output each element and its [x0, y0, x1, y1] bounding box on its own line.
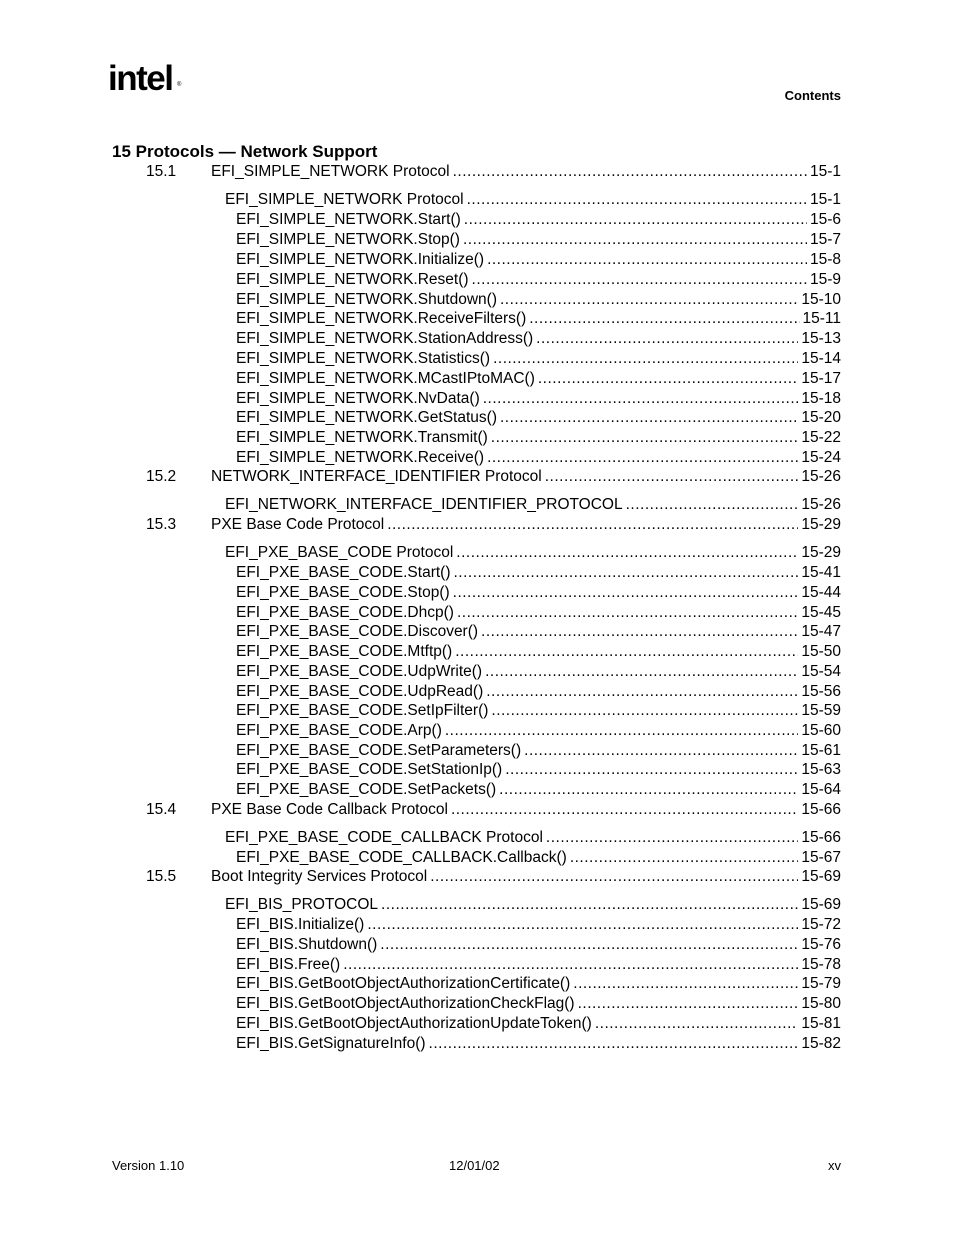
dot-leader — [380, 935, 798, 955]
toc-entry[interactable] — [236, 721, 841, 741]
toc-entry-title: EFI_SIMPLE_NETWORK.Reset() — [236, 271, 469, 288]
toc-entry[interactable] — [236, 329, 841, 349]
toc-entry-title: EFI_SIMPLE_NETWORK.Receive() — [236, 449, 485, 466]
dot-leader — [499, 780, 798, 800]
toc-page-number: 15-66 — [801, 829, 841, 846]
toc-page-number: 15-59 — [801, 702, 841, 719]
toc-section-number: 15.1 — [146, 163, 177, 180]
toc-page-number: 15-64 — [801, 781, 841, 798]
running-header: Contents — [784, 88, 841, 103]
toc-entry[interactable] — [236, 290, 841, 310]
toc-entry[interactable] — [236, 369, 841, 389]
toc-entry-title: EFI_PXE_BASE_CODE.Discover() — [236, 623, 479, 640]
footer-version: Version 1.10 — [112, 1158, 185, 1173]
toc-entry[interactable] — [225, 190, 841, 210]
toc-entry[interactable] — [236, 448, 841, 468]
toc-page-number: 15-11 — [802, 310, 841, 327]
toc-entry[interactable] — [236, 270, 841, 290]
toc-entry[interactable] — [236, 935, 841, 955]
dot-leader — [481, 622, 798, 642]
dot-leader — [343, 955, 798, 975]
toc-page-number: 15-22 — [801, 429, 841, 446]
dot-leader — [500, 408, 798, 428]
dot-leader — [505, 760, 798, 780]
toc-entry-title: EFI_SIMPLE_NETWORK.ReceiveFilters() — [236, 310, 527, 327]
toc-entry-title: EFI_PXE_BASE_CODE.SetStationIp() — [236, 761, 503, 778]
toc-page-number: 15-13 — [801, 330, 841, 347]
toc-entry[interactable] — [236, 701, 841, 721]
toc-entry-title: EFI_BIS.GetBootObjectAuthorizationCertificate() — [236, 975, 571, 992]
toc-entry[interactable] — [236, 349, 841, 369]
dot-leader — [451, 800, 798, 820]
dot-leader — [455, 642, 798, 662]
dot-leader — [487, 448, 798, 468]
toc-entry[interactable] — [236, 563, 841, 583]
dot-leader — [500, 290, 798, 310]
toc-page-number: 15-81 — [801, 1015, 841, 1032]
toc-entry[interactable] — [236, 1034, 841, 1054]
toc-entry[interactable] — [236, 250, 841, 270]
toc-page-number: 15-9 — [809, 271, 841, 288]
toc-entry[interactable] — [225, 828, 841, 848]
toc-entry-title: EFI_SIMPLE_NETWORK.Statistics() — [236, 350, 491, 367]
toc-entry-title: EFI_SIMPLE_NETWORK.Shutdown() — [236, 291, 497, 308]
toc-entry-title: EFI_SIMPLE_NETWORK.Initialize() — [236, 251, 485, 268]
toc-page-number: 15-44 — [801, 584, 841, 601]
toc-page-number: 15-10 — [801, 291, 841, 308]
footer-date: 12/01/02 — [449, 1158, 500, 1173]
toc-page-number: 15-24 — [801, 449, 841, 466]
toc-entry-title: EFI_BIS.Initialize() — [236, 916, 365, 933]
toc-page-number: 15-47 — [801, 623, 841, 640]
toc-entry[interactable] — [225, 895, 841, 915]
toc-entry-title: EFI_PXE_BASE_CODE Protocol — [225, 544, 454, 561]
toc-entry-title: EFI_PXE_BASE_CODE.Arp() — [236, 722, 442, 739]
toc-page-number: 15-69 — [801, 868, 841, 885]
toc-entry-title: EFI_PXE_BASE_CODE_CALLBACK.Callback() — [236, 849, 567, 866]
dot-leader — [453, 162, 807, 182]
toc-page-number: 15-50 — [801, 643, 841, 660]
toc-entry-title: EFI_PXE_BASE_CODE.SetIpFilter() — [236, 702, 489, 719]
toc-page-number: 15-1 — [809, 191, 841, 208]
toc-entry[interactable] — [146, 515, 841, 535]
dot-leader — [463, 230, 807, 250]
toc-entry[interactable] — [225, 543, 841, 563]
toc-page-number: 15-26 — [801, 468, 841, 485]
dot-leader — [464, 210, 807, 230]
dot-leader — [524, 741, 798, 761]
intel-logo — [108, 58, 188, 104]
toc-page-number: 15-69 — [801, 896, 841, 913]
toc-entry-title: EFI_PXE_BASE_CODE.SetPackets() — [236, 781, 497, 798]
toc-entry-title: EFI_SIMPLE_NETWORK Protocol — [225, 191, 464, 208]
dot-leader — [453, 583, 799, 603]
toc-page-number: 15-14 — [801, 350, 841, 367]
toc-page-number: 15-63 — [801, 761, 841, 778]
toc-page-number: 15-61 — [801, 742, 841, 759]
toc-page-number: 15-80 — [801, 995, 841, 1012]
toc-page-number: 15-79 — [801, 975, 841, 992]
toc-entry-title: EFI_PXE_BASE_CODE.Mtftp() — [236, 643, 453, 660]
toc-entry-title: EFI_PXE_BASE_CODE.Dhcp() — [236, 604, 454, 621]
toc-entry[interactable] — [146, 800, 841, 820]
toc-entry-title: EFI_BIS.GetBootObjectAuthorizationCheckFlag() — [236, 995, 575, 1012]
toc-section-number: 15.4 — [146, 801, 177, 818]
dot-leader — [545, 467, 799, 487]
toc-entry-title: EFI_PXE_BASE_CODE_CALLBACK Protocol — [225, 829, 543, 846]
toc-entry-title: EFI_PXE_BASE_CODE.Stop() — [236, 584, 450, 601]
toc-page-number: 15-56 — [801, 683, 841, 700]
toc-page-number: 15-72 — [801, 916, 841, 933]
dot-leader — [457, 603, 798, 623]
logo-wordmark: intel — [108, 59, 173, 98]
toc-entry-title: EFI_PXE_BASE_CODE.UdpRead() — [236, 683, 484, 700]
toc-entry[interactable] — [146, 162, 841, 182]
toc-entry[interactable] — [236, 389, 841, 409]
toc-entry[interactable] — [236, 408, 841, 428]
toc-page-number: 15-17 — [801, 370, 841, 387]
dot-leader — [487, 250, 807, 270]
toc-entry-title: Boot Integrity Services Protocol — [211, 868, 428, 885]
toc-entry-title: EFI_SIMPLE_NETWORK.Transmit() — [236, 429, 488, 446]
toc-page-number: 15-18 — [801, 390, 841, 407]
toc-section-number: 15.2 — [146, 468, 177, 485]
toc-entry[interactable] — [236, 583, 841, 603]
dot-leader — [536, 329, 798, 349]
dot-leader — [546, 828, 798, 848]
toc-section-number: 15.3 — [146, 516, 177, 533]
toc-entry[interactable] — [225, 495, 841, 515]
dot-leader — [578, 994, 799, 1014]
toc-entry[interactable] — [236, 955, 841, 975]
toc-page-number: 15-41 — [801, 564, 841, 581]
toc-entry[interactable] — [236, 622, 841, 642]
chapter-title: 15 Protocols — Network Support — [112, 142, 378, 161]
toc-entry[interactable] — [236, 848, 841, 868]
toc-page-number: 15-6 — [809, 211, 841, 228]
toc-page-number: 15-76 — [801, 936, 841, 953]
toc-page-number: 15-60 — [801, 722, 841, 739]
toc-page-number: 15-8 — [809, 251, 841, 268]
toc-entry[interactable] — [146, 467, 841, 487]
toc-entry[interactable] — [236, 915, 841, 935]
dot-leader — [493, 349, 798, 369]
toc-entry-title: NETWORK_INTERFACE_IDENTIFIER Protocol — [211, 468, 542, 485]
toc-entry-title: PXE Base Code Callback Protocol — [211, 801, 448, 818]
dot-leader — [538, 369, 798, 389]
toc-page-number: 15-20 — [801, 409, 841, 426]
toc-entry-title: EFI_PXE_BASE_CODE.UdpWrite() — [236, 663, 483, 680]
dot-leader — [570, 848, 799, 868]
toc-entry-title: EFI_BIS.GetSignatureInfo() — [236, 1035, 426, 1052]
toc-entry-title: EFI_NETWORK_INTERFACE_IDENTIFIER_PROTOCOL — [225, 496, 623, 513]
toc-page-number: 15-29 — [801, 516, 841, 533]
toc-entry[interactable] — [236, 230, 841, 250]
toc-entry[interactable] — [236, 309, 841, 329]
toc-entry-title: EFI_SIMPLE_NETWORK.Start() — [236, 211, 461, 228]
dot-leader — [486, 682, 798, 702]
toc-entry-title: EFI_BIS_PROTOCOL — [225, 896, 379, 913]
toc-page-number: 15-45 — [801, 604, 841, 621]
toc-page-number: 15-26 — [801, 496, 841, 513]
toc-entry[interactable] — [236, 603, 841, 623]
toc-page-number: 15-7 — [809, 231, 841, 248]
footer-page-number: xv — [828, 1158, 841, 1173]
toc-entry[interactable] — [236, 662, 841, 682]
dot-leader — [491, 701, 798, 721]
toc-page-number: 15-82 — [801, 1035, 841, 1052]
toc-entry[interactable] — [236, 760, 841, 780]
toc-entry-title: EFI_SIMPLE_NETWORK.MCastIPtoMAC() — [236, 370, 535, 387]
toc-page-number: 15-29 — [801, 544, 841, 561]
dot-leader — [381, 895, 798, 915]
toc-entry[interactable] — [236, 642, 841, 662]
dot-leader — [454, 563, 799, 583]
toc-page-number: 15-1 — [809, 163, 841, 180]
dot-leader — [491, 428, 799, 448]
toc-entry-title: EFI_PXE_BASE_CODE.Start() — [236, 564, 451, 581]
toc-entry-title: EFI_SIMPLE_NETWORK Protocol — [211, 163, 450, 180]
toc-page-number: 15-54 — [801, 663, 841, 680]
toc-entry[interactable] — [236, 1014, 841, 1034]
dot-leader — [445, 721, 798, 741]
dot-leader — [429, 1034, 799, 1054]
toc-page-number: 15-67 — [801, 849, 841, 866]
dot-leader — [483, 389, 799, 409]
toc-entry-title: PXE Base Code Protocol — [211, 516, 385, 533]
toc-entry[interactable] — [146, 867, 841, 887]
toc-entry-title: EFI_BIS.Free() — [236, 956, 341, 973]
registered-mark: ® — [177, 82, 182, 88]
dot-leader — [529, 309, 799, 329]
toc-entry-title: EFI_SIMPLE_NETWORK.Stop() — [236, 231, 460, 248]
dot-leader — [456, 543, 798, 563]
dot-leader — [387, 515, 798, 535]
toc-entry-title: EFI_SIMPLE_NETWORK.StationAddress() — [236, 330, 534, 347]
toc-section-number: 15.5 — [146, 868, 177, 885]
toc-entry[interactable] — [236, 428, 841, 448]
dot-leader — [467, 190, 807, 210]
toc-entry[interactable] — [236, 210, 841, 230]
dot-leader — [430, 867, 798, 887]
toc-entry-title: EFI_SIMPLE_NETWORK.GetStatus() — [236, 409, 497, 426]
toc-entry[interactable] — [236, 974, 841, 994]
toc-entry-title: EFI_PXE_BASE_CODE.SetParameters() — [236, 742, 522, 759]
toc-entry[interactable] — [236, 994, 841, 1014]
toc-entry-title: EFI_SIMPLE_NETWORK.NvData() — [236, 390, 480, 407]
toc-entry-title: EFI_BIS.GetBootObjectAuthorizationUpdateToken() — [236, 1015, 592, 1032]
toc-entry[interactable] — [236, 741, 841, 761]
toc-entry[interactable] — [236, 682, 841, 702]
dot-leader — [573, 974, 798, 994]
toc-page-number: 15-78 — [801, 956, 841, 973]
dot-leader — [485, 662, 798, 682]
toc-entry-title: EFI_BIS.Shutdown() — [236, 936, 378, 953]
dot-leader — [595, 1014, 799, 1034]
toc-entry[interactable] — [236, 780, 841, 800]
toc-page-number: 15-66 — [801, 801, 841, 818]
dot-leader — [626, 495, 799, 515]
dot-leader — [367, 915, 798, 935]
dot-leader — [472, 270, 807, 290]
